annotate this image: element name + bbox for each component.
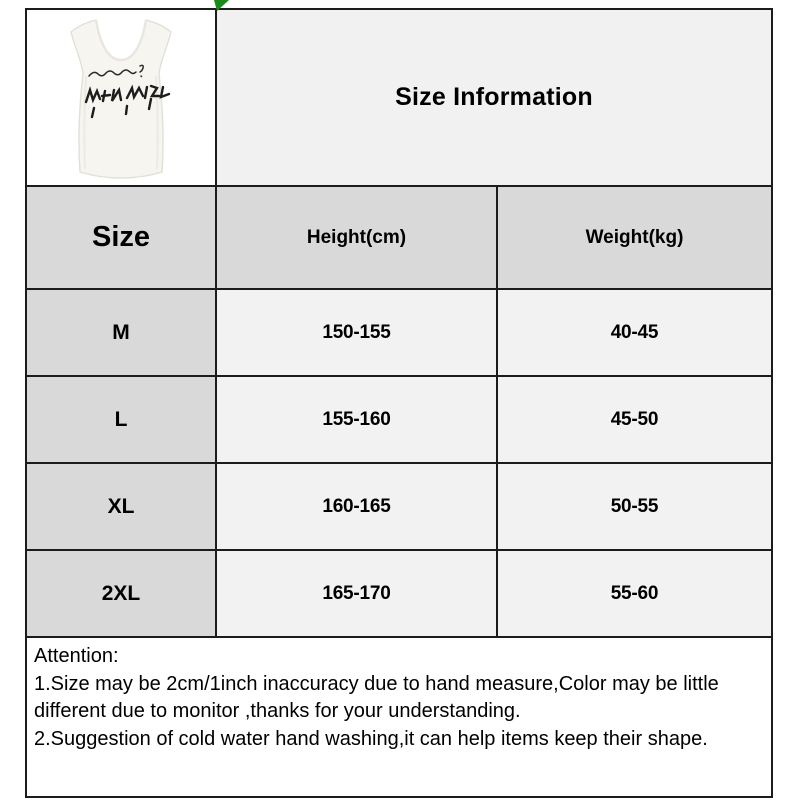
table-header-row	[27, 185, 771, 288]
product-image-cell	[27, 10, 217, 185]
attention-line-1: 1.Size may be 2cm/1inch inaccuracy due to hand measure,Color may be little	[34, 672, 719, 695]
height-cell-2xl: 165-170	[217, 551, 498, 636]
height-cell-m: 150-155	[217, 290, 498, 375]
table-row	[27, 288, 771, 375]
weight-cell-2xl: 55-60	[498, 551, 771, 636]
height-cell-l: 155-160	[217, 377, 498, 462]
page-title: Size Information	[395, 83, 593, 111]
weight-cell-l: 45-50	[498, 377, 771, 462]
size-information-title-cell	[217, 10, 771, 185]
table-row	[27, 462, 771, 549]
size-cell-m: M	[27, 290, 217, 375]
attention-line-2: different due to monitor ,thanks for your understanding.	[34, 700, 521, 723]
size-cell-l: L	[27, 377, 217, 462]
size-chart-sheet	[25, 8, 773, 798]
table-row	[27, 375, 771, 462]
column-header-height: Height(cm)	[217, 187, 498, 288]
size-cell-2xl: 2XL	[27, 551, 217, 636]
attention-row	[27, 636, 771, 796]
weight-cell-xl: 50-55	[498, 464, 771, 549]
attention-line-3: 2.Suggestion of cold water hand washing,it can help items keep their shape.	[34, 727, 708, 750]
column-header-weight: Weight(kg)	[585, 226, 684, 248]
table-row	[27, 549, 771, 636]
attention-note	[27, 638, 771, 796]
height-cell-xl: 160-165	[217, 464, 498, 549]
attention-title: Attention:	[34, 645, 119, 667]
top-row	[27, 10, 771, 185]
weight-cell-m: 40-45	[498, 290, 771, 375]
green-corner-marker-icon	[214, 0, 229, 11]
tank-top-product-image	[40, 14, 202, 184]
column-header-size: Size	[27, 187, 217, 288]
size-cell-xl: XL	[27, 464, 217, 549]
